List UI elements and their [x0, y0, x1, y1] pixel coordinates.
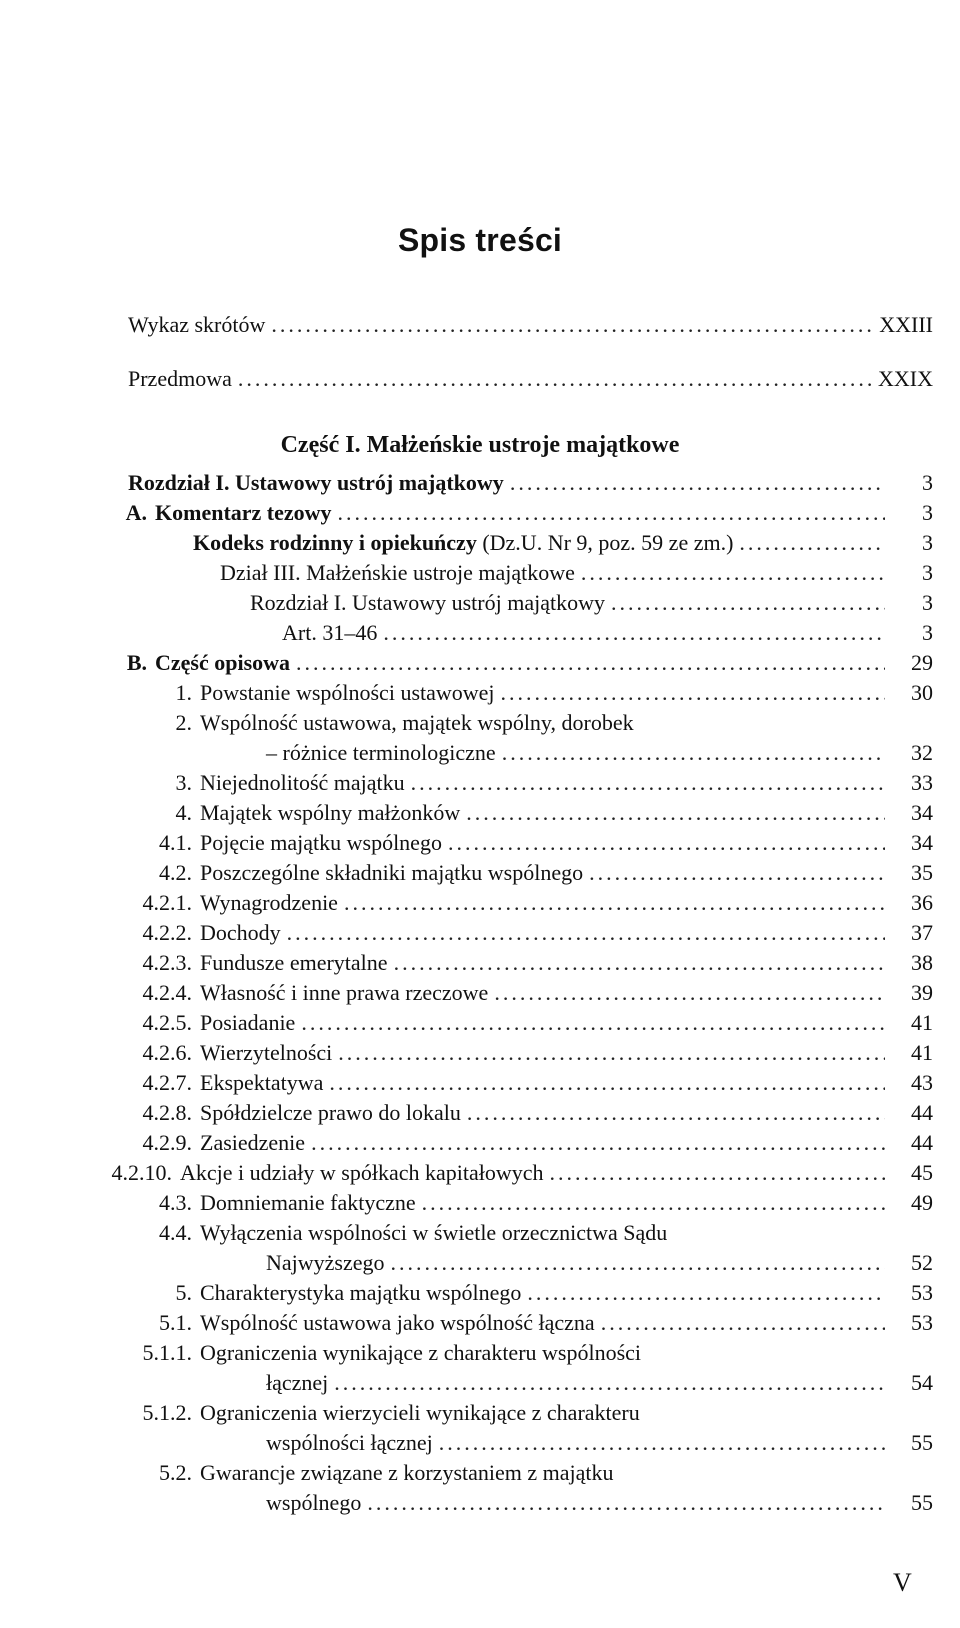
toc-entry-number: 4.2.6.: [142, 1040, 192, 1065]
dot-leader: [739, 530, 885, 556]
toc-entry: [134, 770, 933, 800]
toc-entry: [134, 1400, 933, 1430]
toc-entry: [134, 890, 933, 920]
dot-leader: [367, 1490, 885, 1516]
toc-entry-page: 30: [911, 680, 933, 705]
toc-entry-page: 34: [911, 800, 933, 825]
toc-entry-number: 5.1.1.: [142, 1340, 192, 1365]
toc-entry-page: 43: [911, 1070, 933, 1095]
toc-entry-title: Ograniczenia wynikające z charakteru wspólności: [200, 1340, 642, 1365]
toc-entry: [134, 1010, 933, 1040]
toc-entry: [134, 920, 933, 950]
dot-leader: [611, 590, 885, 616]
toc-entry-page: 44: [911, 1130, 933, 1155]
toc-entry-page: 53: [911, 1280, 933, 1305]
toc-entry-number: 4.2.8.: [142, 1100, 192, 1125]
toc-entry-number: 4.2.3.: [142, 950, 192, 975]
toc-entry-page: XXIX: [878, 366, 933, 391]
toc-entry: [128, 312, 933, 342]
toc-entry-page: 38: [911, 950, 933, 975]
toc-entry-title: Akcje i udziały w spółkach kapitałowych: [180, 1160, 544, 1185]
toc-entry-title: wspólności łącznej: [266, 1430, 433, 1455]
toc-entry-page: 3: [922, 560, 933, 585]
toc-entry: [250, 590, 933, 620]
toc-entry-page: 41: [911, 1010, 933, 1035]
dot-leader: [383, 620, 885, 646]
toc-entry-page: 34: [911, 830, 933, 855]
toc-entry-page: 44: [911, 1100, 933, 1125]
toc-entry-title: Ograniczenia wierzycieli wynikające z charakteru: [200, 1400, 640, 1425]
toc-entry-number: 5.: [175, 1280, 192, 1305]
dot-leader: [296, 650, 885, 676]
toc-entry-page: 33: [911, 770, 933, 795]
toc-entry-number: 4.2.1.: [142, 890, 192, 915]
toc-entry: [134, 860, 933, 890]
dot-leader: [338, 500, 885, 526]
toc-entry: [134, 1100, 933, 1130]
toc-entry-page: 39: [911, 980, 933, 1005]
dot-leader: [467, 1100, 885, 1126]
toc-entry: [134, 1190, 933, 1220]
toc-entry-page: 32: [911, 740, 933, 765]
dot-leader: [589, 860, 885, 886]
toc-entry-title: Ekspektatywa: [200, 1070, 324, 1095]
toc-entry: [220, 560, 933, 590]
toc-entry-page: 55: [911, 1490, 933, 1515]
toc-entry: [134, 1040, 933, 1070]
toc-entry-title: Rozdział I. Ustawowy ustrój majątkowy: [128, 470, 504, 495]
toc-entry-title: Wykaz skrótów: [128, 312, 266, 337]
toc-entry-page: 52: [911, 1250, 933, 1275]
toc-entry-number: 4.2.10.: [111, 1160, 172, 1185]
toc-entry-page: 41: [911, 1040, 933, 1065]
dot-leader: [329, 1070, 885, 1096]
toc-entry-page: 35: [911, 860, 933, 885]
toc-entry-page: 49: [911, 1190, 933, 1215]
page-title: Spis treści: [397, 222, 563, 258]
toc-entry: [134, 680, 933, 710]
dot-leader: [448, 830, 885, 856]
toc-entry-number: 2.: [175, 710, 192, 735]
toc-entry-title: Wyłączenia wspólności w świetle orzecznictwa Sądu: [200, 1220, 668, 1245]
toc-entry-number: 3.: [175, 770, 192, 795]
toc-entry-page: 3: [922, 530, 933, 555]
dot-leader: [394, 950, 885, 976]
toc-entry-title: Domniemanie faktyczne: [200, 1190, 416, 1215]
toc-entry-title: Art. 31–46: [282, 620, 378, 645]
toc-entry-page: 55: [911, 1430, 933, 1455]
toc-entry: [193, 530, 933, 560]
toc-entry-title: Poszczególne składniki majątku wspólnego: [200, 860, 584, 885]
toc-entry: [125, 650, 933, 680]
toc-entry-title: Komentarz tezowy: [155, 500, 332, 525]
dot-leader: [271, 312, 873, 338]
dot-leader: [550, 1160, 885, 1186]
toc-entry-number: 5.1.2.: [142, 1400, 192, 1425]
toc-entry: [134, 1220, 933, 1250]
toc-entry-title: Część opisowa: [155, 650, 291, 675]
toc-entry: [282, 620, 933, 650]
toc-entry-page: 37: [911, 920, 933, 945]
toc-entry-title: – różnice terminologiczne: [266, 740, 496, 765]
toc-entry-page: 36: [911, 890, 933, 915]
toc-entry-page: 3: [922, 590, 933, 615]
toc-entry-number: 4.2.5.: [142, 1010, 192, 1035]
toc-entry-title: łącznej: [266, 1370, 329, 1395]
dot-leader: [334, 1370, 885, 1396]
toc-entry-title: Charakterystyka majątku wspólnego: [200, 1280, 522, 1305]
toc-entry-number: 4.: [175, 800, 192, 825]
dot-leader: [510, 470, 885, 496]
dot-leader: [311, 1130, 885, 1156]
toc-entry: [266, 1250, 933, 1280]
dot-leader: [301, 1010, 885, 1036]
toc-entry-page: 3: [922, 470, 933, 495]
dot-leader: [391, 1250, 885, 1276]
toc-entry-title: Rozdział I. Ustawowy ustrój majątkowy: [250, 590, 605, 615]
toc-entry: [128, 366, 933, 396]
toc-entry-number: 1.: [175, 680, 192, 705]
toc-entry: [134, 1310, 933, 1340]
toc-entry-page: 53: [911, 1310, 933, 1335]
dot-leader: [287, 920, 885, 946]
toc-entry-title: Wspólność ustawowa, majątek wspólny, dorobek: [200, 710, 634, 735]
toc-entry-page: 29: [911, 650, 933, 675]
toc-entry-page: 45: [911, 1160, 933, 1185]
toc-entry-number: 4.1.: [159, 830, 192, 855]
toc-entry: [94, 1160, 933, 1190]
toc-entry: [134, 1130, 933, 1160]
toc-entry-title: Dział III. Małżeńskie ustroje majątkowe: [220, 560, 575, 585]
toc-entry-title: Własność i inne prawa rzeczowe: [200, 980, 489, 1005]
toc-entry-page: 3: [922, 620, 933, 645]
toc-entry: [134, 710, 933, 740]
toc-entry-title: Powstanie wspólności ustawowej: [200, 680, 495, 705]
toc-entry-title: Gwarancje związane z korzystaniem z majątku: [200, 1460, 614, 1485]
dot-leader: [494, 980, 885, 1006]
toc-entry-title: Spółdzielcze prawo do lokalu: [200, 1100, 461, 1125]
dot-leader: [411, 770, 885, 796]
toc-entry: [134, 1460, 933, 1490]
dot-leader: [502, 740, 885, 766]
dot-leader: [581, 560, 885, 586]
toc-entry: [134, 980, 933, 1010]
toc-entry-title: Posiadanie: [200, 1010, 296, 1035]
page-folio: V: [893, 1568, 912, 1597]
toc-entry-title: Wspólność ustawowa jako wspólność łączna: [200, 1310, 595, 1335]
dot-leader: [527, 1280, 885, 1306]
toc-entry-number: 4.2.9.: [142, 1130, 192, 1155]
dot-leader: [466, 800, 885, 826]
toc-entry-number: 4.3.: [159, 1190, 192, 1215]
toc-entry-title: Fundusze emerytalne: [200, 950, 388, 975]
toc-entry-title: Wierzytelności: [200, 1040, 333, 1065]
toc-entry: [128, 470, 933, 500]
toc-entry-number: 5.1.: [159, 1310, 192, 1335]
toc-entry: [266, 1370, 933, 1400]
toc-entry: [266, 1490, 933, 1520]
toc-entry-number: B.: [126, 650, 147, 675]
dot-leader: [601, 1310, 885, 1336]
toc-entry-page: XXIII: [879, 312, 933, 337]
toc-entry: [139, 1280, 933, 1310]
toc-entry: [266, 1430, 933, 1460]
toc-entry-number: 5.2.: [159, 1460, 192, 1485]
toc-entry-number: 4.4.: [159, 1220, 192, 1245]
toc-entry-page: 3: [922, 500, 933, 525]
dot-leader: [238, 366, 872, 392]
dot-leader: [338, 1040, 885, 1066]
toc-entry-title: Dochody: [200, 920, 281, 945]
dot-leader: [501, 680, 885, 706]
toc-entry: [134, 830, 933, 860]
toc-entry-number: 4.2.4.: [142, 980, 192, 1005]
toc-entry-number: A.: [125, 500, 147, 525]
toc-entry-title: Zasiedzenie: [200, 1130, 306, 1155]
toc-entry-number: 4.2.2.: [142, 920, 192, 945]
toc-entry: [134, 1340, 933, 1370]
toc-entry-title: Kodeks rodzinny i opiekuńczy (Dz.U. Nr 9, poz. 59 ze zm.): [193, 530, 734, 555]
part-heading: Część I. Małżeńskie ustroje majątkowe: [280, 432, 680, 458]
toc-entry-page: 54: [911, 1370, 933, 1395]
toc-entry: [134, 950, 933, 980]
dot-leader: [439, 1430, 885, 1456]
toc-entry-number: 4.2.: [159, 860, 192, 885]
toc-entry-title: Najwyższego: [266, 1250, 385, 1275]
toc-entry-title: wspólnego: [266, 1490, 362, 1515]
toc-entry-title: Niejednolitość majątku: [200, 770, 405, 795]
dot-leader: [422, 1190, 885, 1216]
dot-leader: [344, 890, 885, 916]
toc-entry: [134, 800, 933, 830]
toc-entry: [134, 1070, 933, 1100]
toc-entry: [125, 500, 933, 530]
toc-entry-number: 4.2.7.: [142, 1070, 192, 1095]
toc-entry-title: Wynagrodzenie: [200, 890, 338, 915]
toc-entry-title: Pojęcie majątku wspólnego: [200, 830, 442, 855]
toc-entry-title: Przedmowa: [128, 366, 232, 391]
toc-entry: [266, 740, 933, 770]
toc-entry-title: Majątek wspólny małżonków: [200, 800, 461, 825]
